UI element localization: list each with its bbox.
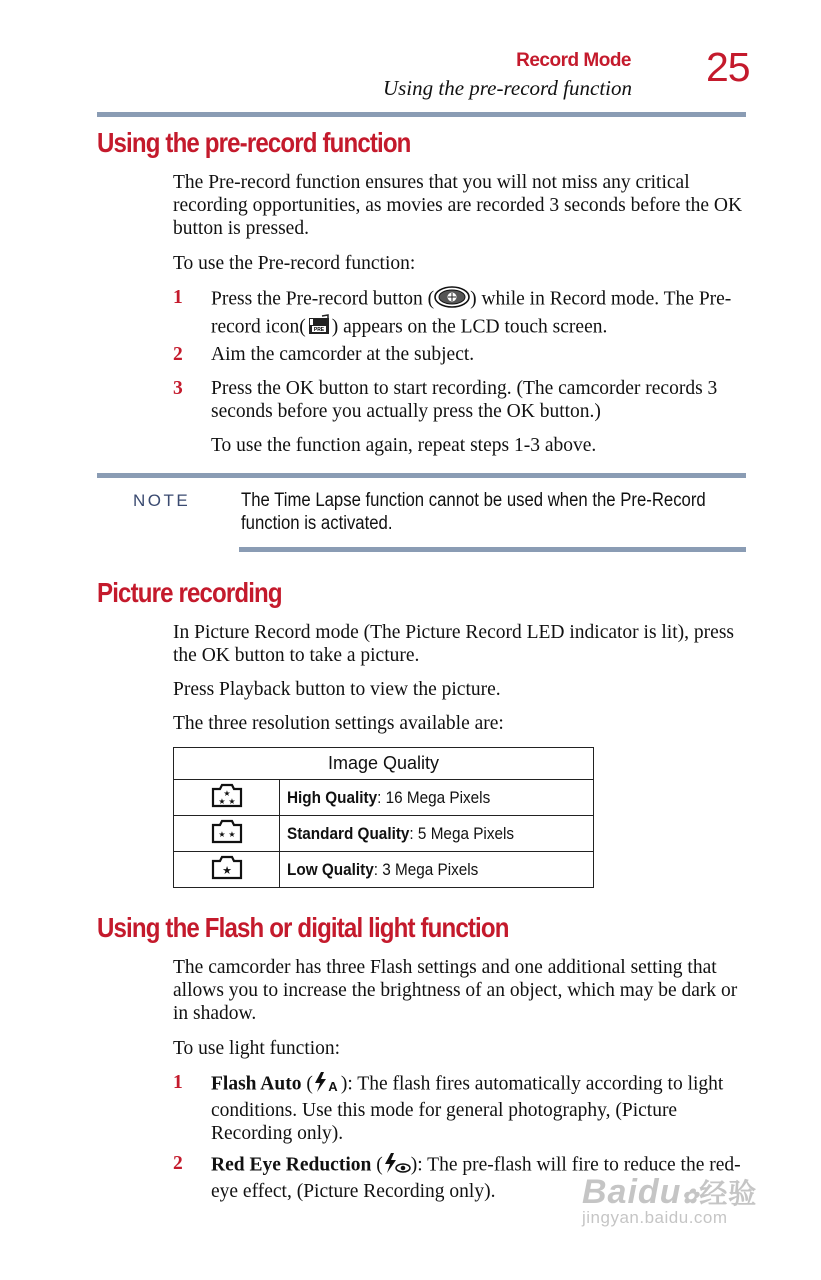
image-quality-table — [173, 747, 594, 888]
header-rule — [97, 112, 746, 117]
prerecord-intro: The Pre-record function ensures that you will not miss any critical recording opportunities, as movies are recorded 3 seconds before the OK button is pressed. — [173, 172, 743, 239]
step-number: 1 — [173, 1072, 183, 1093]
flash-auto-icon — [313, 1071, 341, 1099]
step-text: Aim the camcorder at the subject. — [211, 344, 475, 365]
prerecord-step-3 — [173, 377, 748, 423]
table-row — [174, 816, 594, 852]
step-number: 2 — [173, 1153, 183, 1174]
table-header-row — [174, 748, 594, 780]
chapter-title: Record Mode — [516, 50, 631, 71]
flash-lead: To use light function: — [173, 1038, 341, 1059]
flash-step-1 — [173, 1071, 748, 1144]
prerecord-button-icon — [434, 286, 470, 314]
page-number: 25 — [706, 44, 750, 90]
note-label: NOTE — [133, 491, 191, 510]
step-number: 2 — [173, 344, 183, 365]
prerecord-screen-icon — [306, 314, 332, 342]
camera-three-star-icon — [210, 782, 244, 808]
prerecord-lead: To use the Pre-record function: — [173, 253, 416, 274]
paw-icon: ✿ — [681, 1186, 700, 1208]
camera-one-star-icon — [210, 854, 244, 880]
note-text: The Time Lapse function cannot be used when the Pre-Record function is activated. — [241, 490, 706, 534]
svg-text:★: ★ — [227, 830, 236, 839]
quality-text: Low Quality: 3 Mega Pixels — [280, 852, 594, 888]
step-number: 3 — [173, 378, 183, 399]
camera-two-star-icon — [210, 818, 244, 844]
svg-text:★: ★ — [217, 830, 226, 839]
section-heading-flash: Using the Flash or digital light function — [97, 912, 509, 943]
red-eye-reduction-icon — [383, 1152, 411, 1180]
step-text: Press the Pre-record button ( ) while in Record mode. The Pre-record icon( PRE ) appears on the LCD touch screen. — [211, 286, 748, 342]
svg-text:★: ★ — [221, 865, 232, 877]
table-row — [174, 852, 594, 888]
section-heading-picture: Picture recording — [97, 577, 282, 608]
prerecord-step-2 — [173, 343, 748, 366]
svg-text:★: ★ — [217, 797, 226, 806]
quality-text: Standard Quality: 5 Mega Pixels — [280, 816, 594, 852]
note-top-rule — [97, 473, 746, 478]
step-text: Flash Auto ( A ): The flash fires automatically according to light conditions. Use this mode for general photography, (Picture Recording only). — [211, 1071, 748, 1145]
svg-text:PRE: PRE — [313, 327, 324, 333]
icon-cell — [174, 780, 280, 816]
svg-text:A: A — [328, 1079, 338, 1093]
table-header: Image Quality — [174, 748, 594, 780]
note-bottom-rule — [239, 547, 746, 552]
icon-cell — [174, 852, 280, 888]
quality-text: High Quality: 16 Mega Pixels — [280, 780, 594, 816]
icon-cell — [174, 816, 280, 852]
picture-para-2: Press Playback button to view the picture. — [173, 679, 501, 700]
svg-text:★: ★ — [227, 797, 236, 806]
step-text: Press the OK button to start recording. (The camcorder records 3 seconds before you actually press the OK button.) — [211, 378, 718, 422]
step-text: Red Eye Reduction ( ): The pre-flash will fire to reduce the red-eye effect, (Picture Recording only). — [211, 1152, 748, 1203]
flash-intro: The camcorder has three Flash settings and one additional setting that allows you to increase the brightness of an object, which may be dark or in shadow. — [173, 957, 738, 1024]
baidu-watermark: Baidu✿经验 jingyan.baidu.com — [582, 1173, 758, 1227]
picture-para-3: The three resolution settings available are: — [173, 713, 504, 734]
prerecord-repeat: To use the function again, repeat steps 1-3 above. — [211, 435, 597, 456]
svg-text:★: ★ — [222, 789, 231, 798]
table-row — [174, 780, 594, 816]
section-subtitle: Using the pre-record function — [382, 76, 632, 100]
step-number: 1 — [173, 287, 183, 308]
section-heading-prerecord: Using the pre-record function — [97, 127, 411, 158]
prerecord-step-1 — [173, 286, 748, 338]
picture-para-1: In Picture Record mode (The Picture Record LED indicator is lit), press the OK button to take a picture. — [173, 622, 735, 666]
